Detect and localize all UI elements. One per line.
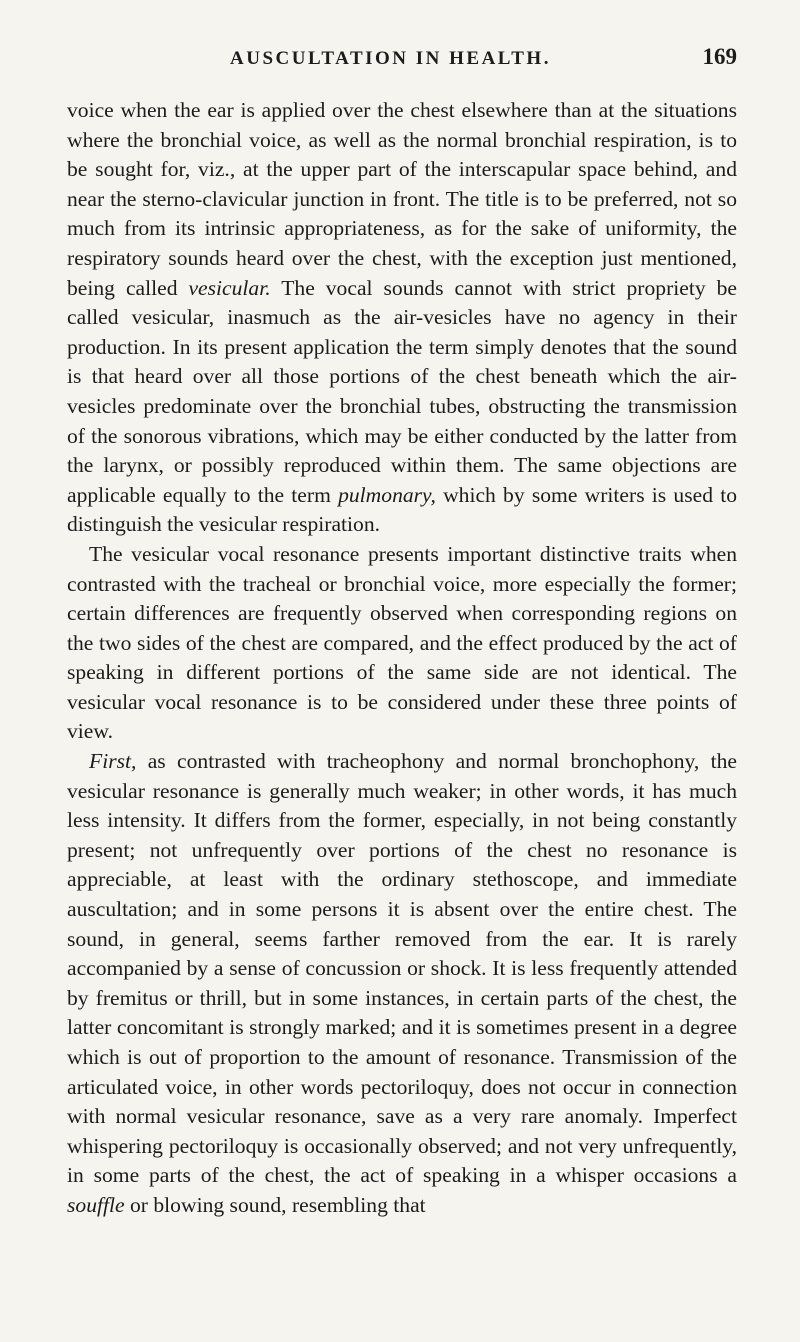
paragraph-2: [67, 540, 737, 747]
paragraph-1: [67, 96, 737, 540]
italic-term-first: First,: [89, 749, 137, 774]
italic-term-souffle: souffle: [67, 1192, 125, 1217]
running-head: AUSCULTATION IN HEALTH.: [230, 48, 551, 69]
page-number: 169: [702, 44, 737, 69]
text-run: The vocal sounds cannot with strict propriety be called vesicular, inasmuch as the air-vesicles have no agency in their production. In its present application the term simply denotes that the sound is that heard over all those portions of the chest beneath which the air-vesicles predominate over the bronchial tubes, obstructing the transmission of the sonorous vibrations, which may be either conducted by the latter from the larynx, or possibly reproduced within them. The same objections are applicable equally to the term: [67, 275, 737, 507]
italic-term-pulmonary: pulmonary,: [338, 482, 436, 507]
text-run: or blowing sound, resembling that: [124, 1192, 426, 1217]
text-run: The vesicular vocal resonance presents important distinctive traits when contrasted with the tracheal or bronchial voice, more especially the former; certain differences are frequently observed when corresponding regions on the two sides of the chest are compared, and the effect produced by the act of speaking in different portions of the same side are not identical. The vesicular vocal resonance is to be considered under these three points of view.: [67, 541, 737, 744]
text-run: which by some writers is used to distinguish the vesicular respiration.: [67, 482, 737, 537]
text-run: voice when the ear is applied over the chest elsewhere than at the situations where the bronchial voice, as well as the normal bronchial respiration, is to be sought for, viz., at the upper part of the interscapular space behind, and near the sterno-clavicular junction in front. The title is to be preferred, not so much from its intrinsic appropriateness, as for the sake of uniformity, the respiratory sounds heard over the chest, with the exception just mentioned, being called: [67, 98, 737, 300]
text-run: as contrasted with tracheophony and normal bronchophony, the vesicular resonance is generally much weaker; in other words, it has much less intensity. It differs from the former, especially, in not being constantly present; not unfrequently over portions of the chest no resonance is appreciable, at least with the ordinary stethoscope, and immediate auscultation; and in some persons it is absent over the entire chest. The sound, in general, seems farther removed from the ear. It is rarely accompanied by a sense of concussion or shock. It is less frequently attended by fremitus or thrill, but in some instances, in certain parts of the chest, the latter concomitant is strongly marked; and it is sometimes present in a degree which is out of proportion to the amount of resonance. Transmission of the articulated voice, in other words pectoriloquy, does not occur in connection with normal vesicular resonance, save as a very rare anomaly. Imperfect whispering pectoriloquy is occasionally observed; and not very unfrequently, in some parts of the chest, the act of speaking in a whisper occasions a: [67, 749, 737, 1188]
italic-term-vesicular: vesicular.: [188, 275, 271, 300]
body-text: [67, 96, 737, 1221]
paragraph-3: [67, 747, 737, 1221]
